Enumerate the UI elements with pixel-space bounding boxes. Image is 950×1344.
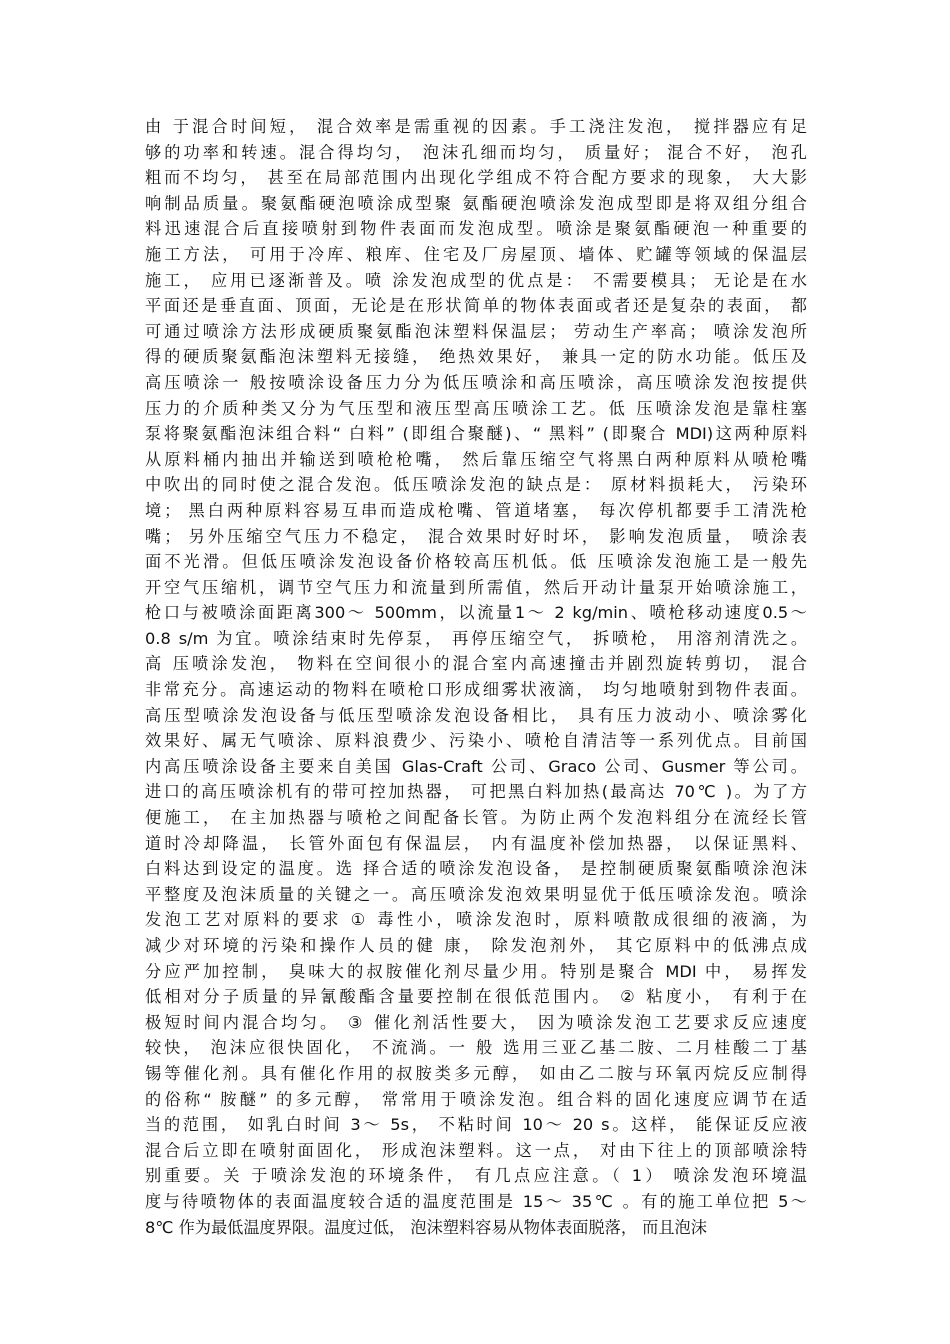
text-line: 进口的高压喷涂机有的带可控加热器， 可把黑白料加热(最高达 70℃ )。为了方 [145, 782, 807, 802]
text-line: 泵将聚氨酯泡沫组合料“ 白料” (即组合聚醚)、“ 黑料” (即聚合 MDI)这两种原料 [145, 424, 807, 444]
text-line: 低相对分子质量的异氰酸酯含量要控制在很低范围内。 ② 粘度小， 有利于在 [145, 987, 807, 1007]
text-line: 0.8 s/m 为宜。喷涂结束时先停泵， 再停压缩空气， 拆喷枪， 用溶剂清洗之。 [145, 628, 807, 648]
text-line: 从原料桶内抽出并输送到喷枪枪嘴， 然后靠压缩空气将黑白两种原料从喷枪嘴 [145, 449, 807, 469]
text-line: 减少对环境的污染和操作人员的健 康， 除发泡剂外， 其它原料中的低沸点成 [145, 936, 807, 955]
text-line: 极短时间内混合均匀。 ③ 催化剂活性要大， 因为喷涂发泡工艺要求反应速度 [145, 1012, 807, 1032]
text-line: 压力的介质种类又分为气压型和液压型高压喷涂工艺。低 压喷涂发泡是靠柱塞 [145, 398, 807, 418]
text-line: 高压喷涂一 般按喷涂设备压力分为低压喷涂和高压喷涂，高压喷涂发泡按提供 [145, 372, 807, 392]
text-line: 够的功率和转速。混合得均匀， 泡沫孔细而均匀， 质量好； 混合不好， 泡孔 [145, 142, 807, 162]
text-line: 开空气压缩机，调节空气压力和流量到所需值，然后开动计量泵开始喷涂施工， [145, 577, 807, 597]
text-line: 白料达到设定的温度。选 择合适的喷涂发泡设备， 是控制硬质聚氨酯喷涂泡沫 [145, 859, 807, 879]
text-line: 粗而不均匀， 甚至在局部范围内出现化学组成不符合配方要求的现象， 大大影 [145, 168, 807, 188]
text-line: 发泡工艺对原料的要求 ① 毒性小，喷涂发泡时，原料喷散成很细的液滴，为 [145, 910, 807, 930]
text-line: 的俗称“ 胺醚” 的多元醇， 常常用于喷涂发泡。组合料的固化速度应调节在适 [145, 1089, 807, 1109]
text-line: 效果好、属无气喷涂、原料浪费少、污染小、喷枪自清洁等一系列优点。目前国 [145, 731, 807, 751]
text-line: 枪口与被喷涂面距离300～ 500mm，以流量1～ 2 kg/min、喷枪移动速度0.5～ [145, 603, 807, 623]
text-line: 境； 黑白两种原料容易互串而造成枪嘴、管道堵塞， 每次停机都要手工清洗枪 [145, 500, 807, 520]
text-line: 便施工， 在主加热器与喷枪之间配备长管。为防止两个发泡料组分在流经长管 [145, 808, 807, 828]
text-line: 锡等催化剂。具有催化作用的叔胺类多元醇， 如由乙二胺与环氧丙烷反应制得 [145, 1063, 807, 1083]
text-line: 高 压喷涂发泡， 物料在空间很小的混合室内高速撞击并剧烈旋转剪切， 混合 [145, 654, 807, 674]
text-line: 分应严加控制， 臭味大的叔胺催化剂尽量少用。特别是聚合 MDI 中， 易挥发 [145, 961, 807, 981]
text-line: 当的范围， 如乳白时间 3～ 5s， 不粘时间 10～ 20 s。这样， 能保证反应液 [145, 1115, 807, 1135]
text-line: 内高压喷涂设备主要来自美国 Glas-Craft 公司、Graco 公司、Gusmer 等公司。 [145, 756, 807, 776]
body-paragraph [145, 114, 807, 1240]
text-line: 嘴； 另外压缩空气压力不稳定， 混合效果时好时坏， 影响发泡质量， 喷涂表 [145, 526, 807, 546]
text-line: 8℃ 作为最低温度界限。温度过低， 泡沫塑料容易从物体表面脱落， 而且泡沫 [145, 1217, 707, 1237]
text-line: 度与待喷物体的表面温度较合适的温度范围是 15～ 35℃ 。有的施工单位把 5～ [145, 1191, 807, 1211]
text-line: 混合后立即在喷射面固化， 形成泡沫塑料。这一点， 对由下往上的顶部喷涂特 [145, 1140, 807, 1160]
text-line: 响制品质量。聚氨酯硬泡喷涂成型聚 氨酯硬泡喷涂发泡成型即是将双组分组合 [145, 193, 807, 213]
text-line: 施工， 应用已逐渐普及。喷 涂发泡成型的优点是： 不需要模具； 无论是在水 [145, 270, 807, 290]
text-line: 可通过喷涂方法形成硬质聚氨酯泡沫塑料保温层； 劳动生产率高； 喷涂发泡所 [145, 321, 807, 341]
text-line: 料迅速混合后直接喷射到物件表面而发泡成型。喷涂是聚氨酯硬泡一种重要的 [145, 219, 807, 239]
text-line: 由 于混合时间短， 混合效率是需重视的因素。手工浇注发泡， 搅拌器应有足 [145, 117, 807, 136]
text-line: 中吹出的同时使之混合发泡。低压喷涂发泡的缺点是： 原材料损耗大， 污染环 [145, 475, 807, 495]
text-line: 施工方法， 可用于冷库、粮库、住宅及厂房屋顶、墙体、贮罐等领域的保温层 [145, 244, 807, 264]
text-line: 得的硬质聚氨酯泡沫塑料无接缝， 绝热效果好， 兼具一定的防水功能。低压及 [145, 347, 807, 367]
text-line: 平面还是垂直面、顶面，无论是在形状简单的物体表面或者还是复杂的表面， 都 [145, 296, 807, 316]
text-line: 别重要。关 于喷涂发泡的环境条件， 有几点应注意。（ 1） 喷涂发泡环境温 [145, 1166, 807, 1186]
text-line: 高压型喷涂发泡设备与低压型喷涂发泡设备相比， 具有压力波动小、喷涂雾化 [145, 705, 807, 725]
text-line: 平整度及泡沫质量的关键之一。高压喷涂发泡效果明显优于低压喷涂发泡。喷涂 [145, 884, 807, 904]
text-line: 面不光滑。但低压喷涂发泡设备价格较高压机低。低 压喷涂发泡施工是一般先 [145, 552, 807, 572]
text-line: 较快， 泡沫应很快固化， 不流淌。一 般 选用三亚乙基二胺、二月桂酸二丁基 [145, 1038, 807, 1058]
text-line: 道时冷却降温， 长管外面包有保温层， 内有温度补偿加热器， 以保证黑料、 [145, 833, 807, 853]
text-line: 非常充分。高速运动的物料在喷枪口形成细雾状液滴， 均匀地喷射到物件表面。 [145, 680, 807, 700]
